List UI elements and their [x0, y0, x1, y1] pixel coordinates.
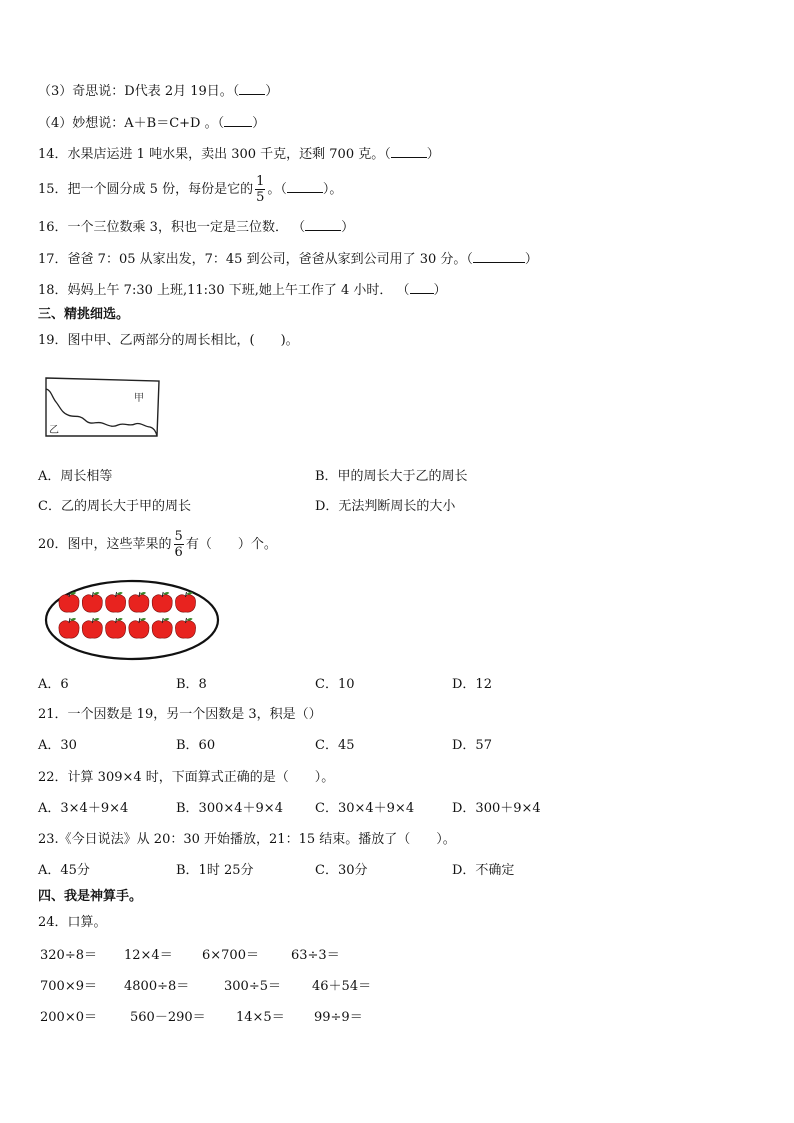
q20-option-a[interactable]: A．6 — [38, 677, 69, 692]
q20-apple-group — [59, 592, 196, 638]
apple-icon — [152, 592, 172, 612]
item-q15 — [38, 174, 342, 205]
fraction-q20-numerator: 5 — [174, 529, 183, 544]
calc-item: 46＋54＝ — [312, 979, 372, 994]
q22-option-b[interactable]: B．300×4＋9×4 — [176, 801, 283, 816]
answer-blank-q17[interactable] — [473, 251, 525, 263]
q19-stem: 19．图中甲、乙两部分的周长相比，( )。 — [38, 333, 299, 348]
q19-label-yi: 乙 — [49, 425, 59, 436]
apple-icon — [106, 592, 126, 612]
apple-icon — [59, 618, 79, 638]
answer-blank-q3[interactable] — [239, 83, 265, 95]
section-title-3: 三、精挑细选。 — [38, 307, 130, 322]
answer-blank-q14[interactable] — [391, 146, 427, 158]
item-q15-pre: 15．把一个圆分成 5 份，每份是它的 — [38, 182, 254, 197]
q21-stem: 21．一个因数是 19，另一个因数是 3，积是（） — [38, 707, 322, 722]
q20-option-c[interactable]: C．10 — [315, 677, 355, 692]
answer-blank-q18[interactable] — [410, 282, 434, 294]
apple-icon — [129, 618, 149, 638]
apple-icon — [82, 592, 102, 612]
fraction-q15-denominator: 5 — [256, 190, 265, 205]
q21-option-b[interactable]: B．60 — [176, 738, 216, 753]
calc-item: 200×0＝ — [40, 1010, 97, 1025]
calc-item: 63÷3＝ — [291, 948, 340, 963]
apple-icon — [82, 618, 102, 638]
q19-figure — [44, 375, 164, 439]
fraction-q20-denominator: 6 — [174, 545, 183, 560]
section-title-4: 四、我是神算手。 — [38, 889, 143, 904]
answer-blank-q15[interactable] — [287, 181, 323, 193]
item-q15-post: 。（ — [267, 182, 287, 197]
calc-item: 12×4＝ — [124, 948, 173, 963]
q19-label-jia: 甲 — [134, 393, 144, 404]
item-q3 — [38, 83, 278, 100]
item-q16-end: ） — [341, 220, 355, 235]
item-q18-text: 18．妈妈上午 7:30 上班,11:30 下班,她上午工作了 4 小时． （ — [38, 283, 410, 298]
q19-option-a[interactable]: A．周长相等 — [38, 469, 113, 484]
fraction-q15 — [255, 174, 265, 205]
q19-outer-rectangle — [46, 378, 159, 436]
apple-icon — [106, 618, 126, 638]
q20-stem-pre: 20．图中，这些苹果的 — [38, 537, 172, 552]
fraction-q20 — [174, 529, 184, 560]
q20-apple-figure — [44, 579, 222, 661]
q23-option-a[interactable]: A．45分 — [38, 863, 90, 878]
q22-option-a[interactable]: A．3×4＋9×4 — [38, 801, 129, 816]
calc-item: 4800÷8＝ — [124, 979, 190, 994]
q22-option-c[interactable]: C．30×4＋9×4 — [315, 801, 415, 816]
q19-option-c[interactable]: C．乙的周长大于甲的周长 — [38, 499, 191, 514]
q23-option-b[interactable]: B．1时 25分 — [176, 863, 254, 878]
item-q16-text: 16．一个三位数乘 3，积也一定是三位数． （ — [38, 220, 306, 235]
q24-stem: 24．口算。 — [38, 915, 107, 930]
q21-option-c[interactable]: C．45 — [315, 738, 355, 753]
apple-icon — [175, 618, 195, 638]
item-q4-end: ） — [252, 116, 266, 131]
item-q4 — [38, 115, 265, 132]
q23-stem: 23.《今日说法》从 20：30 开始播放，21：15 结束。播放了（ ）。 — [38, 832, 456, 847]
item-q3-end: ） — [265, 84, 279, 99]
q20-option-d[interactable]: D．12 — [452, 677, 492, 692]
item-q17-text: 17．爸爸 7：05 从家出发，7：45 到公司，爸爸从家到公司用了 30 分。（ — [38, 252, 473, 267]
item-q15-end: ）。 — [322, 182, 343, 197]
q21-option-a[interactable]: A．30 — [38, 738, 77, 753]
q20-option-b[interactable]: B．8 — [176, 677, 207, 692]
calc-item: 560－290＝ — [130, 1010, 206, 1025]
item-q4-text: （4）妙想说：A＋B＝C+D 。（ — [38, 116, 225, 131]
calc-item: 14×5＝ — [236, 1010, 285, 1025]
item-q17-end: ） — [524, 252, 538, 267]
calc-item: 700×9＝ — [40, 979, 97, 994]
item-q14-text: 14．水果店运进 1 吨水果，卖出 300 千克，还剩 700 克。（ — [38, 147, 391, 162]
q23-option-d[interactable]: D．不确定 — [452, 863, 515, 878]
apple-icon — [129, 592, 149, 612]
apple-icon — [175, 592, 195, 612]
item-q17 — [38, 251, 538, 268]
q22-stem: 22．计算 309×4 时，下面算式正确的是（ ）。 — [38, 770, 335, 785]
fraction-q15-numerator: 1 — [256, 174, 265, 189]
item-q18 — [38, 282, 447, 299]
calc-item: 99÷9＝ — [314, 1010, 363, 1025]
calc-item: 320÷8＝ — [40, 948, 97, 963]
item-q3-text: （3）奇思说：D代表 2月 19日。（ — [38, 84, 240, 99]
q20-stem — [38, 529, 277, 560]
q19-option-d[interactable]: D．无法判断周长的大小 — [315, 499, 456, 514]
q22-option-d[interactable]: D．300＋9×4 — [452, 801, 541, 816]
item-q14 — [38, 146, 440, 163]
answer-blank-q4[interactable] — [224, 115, 252, 127]
q20-stem-post: 有（ ）个。 — [185, 537, 277, 552]
item-q18-end: ） — [433, 283, 447, 298]
answer-blank-q16[interactable] — [305, 219, 341, 231]
q23-option-c[interactable]: C．30分 — [315, 863, 368, 878]
q19-option-b[interactable]: B．甲的周长大于乙的周长 — [315, 469, 468, 484]
item-q16 — [38, 219, 354, 236]
calc-item: 300÷5＝ — [224, 979, 281, 994]
apple-icon — [59, 592, 79, 612]
apple-icon — [152, 618, 172, 638]
q21-option-d[interactable]: D．57 — [452, 738, 492, 753]
item-q14-end: ） — [426, 147, 440, 162]
calc-item: 6×700＝ — [202, 948, 259, 963]
